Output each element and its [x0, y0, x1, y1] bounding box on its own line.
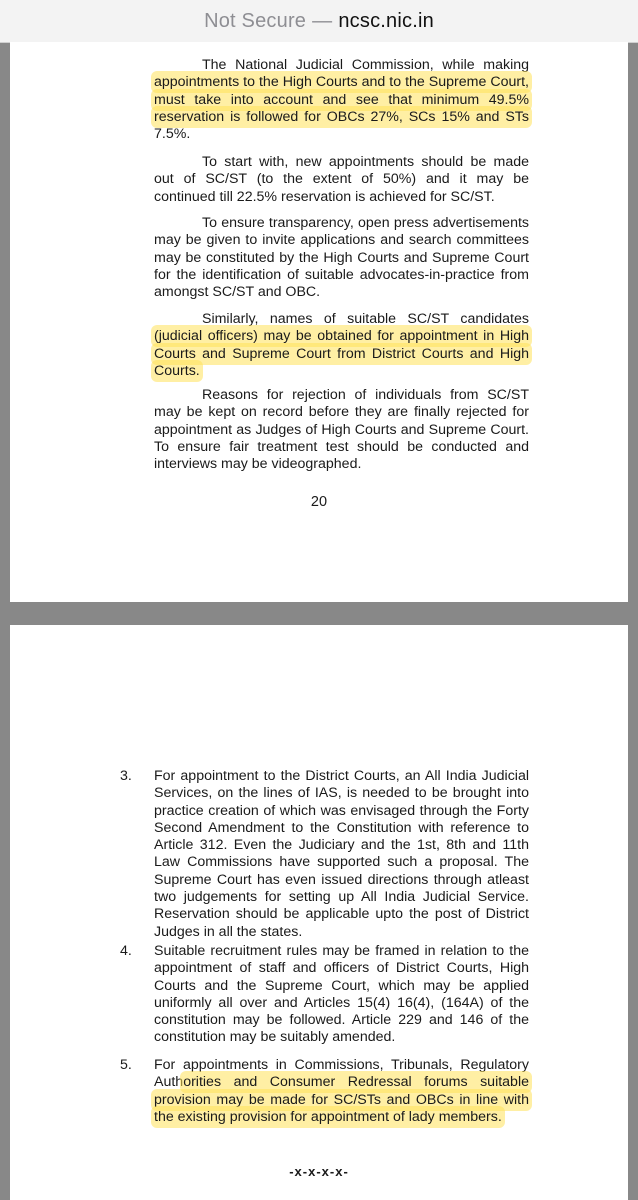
item-number: 5. [120, 1057, 132, 1073]
security-label: Not Secure [204, 9, 307, 32]
highlight: appointments to the High Courts and to the Supreme Court, must take into account and see that minimum 49.5% reservation is followed for OBCs 27%, SCs 15% and STs [154, 74, 529, 125]
item-number: 4. [120, 943, 132, 959]
paragraph-njc-reservation: The National Judicial Commission, while making appointments to the High Courts and to the Supreme Court, must take into account and see that minimum 49.5% reservation is followed for OBCs 27%, SCs 15% and STs 7.5%. [154, 57, 529, 143]
page-number: 20 [310, 494, 328, 510]
paragraph-new-appointments: To start with, new appointments should be made out of SC/ST (to the extent of 50%) and it may be continued till 22.5% reservation is achieved for SC/ST. [154, 154, 529, 205]
end-mark: -x-x-x-x- [289, 1164, 349, 1179]
address-separator: — [312, 9, 333, 32]
paragraph-judicial-officers: Similarly, names of suitable SC/ST candidates (judicial officers) may be obtained for appointment in High Courts and Supreme Court from District Courts and High Courts. [154, 311, 529, 379]
highlight: (judicial officers) may be obtained for appointment in High Courts and Supreme Court from District Courts and High Courts. [154, 328, 529, 379]
document-page-21 [10, 625, 628, 1200]
item-text: Suitable recruitment rules may be framed in relation to the appointment of staff and officers of District Courts, High Courts and the Supreme Court, which may be applied uniformly all over and Articles 15(4) 16(4), (164A) of the constitution may be followed. Article 229 and 146 of the constitution may be suitably amended. [154, 943, 529, 1046]
item-text: For appointments in Commissions, Tribunals, Regulatory Authorities and Consumer Redressal forums suitable provision may be made for SC/STs and OBCs in line with the existing provision for appointment of lady members. [154, 1057, 529, 1125]
url-host: ncsc.nic.in [338, 9, 434, 32]
item-number: 3. [120, 768, 132, 784]
document-page-20 [10, 42, 628, 602]
paragraph-rejection-reasons: Reasons for rejection of individuals from SC/ST may be kept on record before they are finally rejected for appointment as Judges of High Courts and Supreme Court. To ensure fair treatment test should be conducted and interviews may be videographed. [154, 387, 529, 473]
highlight: orities and Consumer Redressal forums suitable provision may be made for SC/STs and OBCs in line with the existing provision for appointment of lady members. [154, 1074, 529, 1125]
address-bar[interactable] [0, 0, 638, 43]
paragraph-transparency: To ensure transparency, open press advertisements may be given to invite applications and search committees may be constituted by the High Courts and Supreme Court for the identification of suitable advocates-in-practice from amongst SC/ST and OBC. [154, 215, 529, 301]
item-text: For appointment to the District Courts, an All India Judicial Services, on the lines of IAS, is needed to be brought into practice creation of which was envisaged through the Forty Second Amendment to the Constitution with reference to Article 312. Even the Judiciary and the 1st, 8th and 11th Law Commissions have supported such a proposal. The Supreme Court has even issued directions through atleast two judgements for setting up All India Judicial Service. Reservation should be applicable upto the post of District Judges in all the states. [154, 768, 529, 940]
